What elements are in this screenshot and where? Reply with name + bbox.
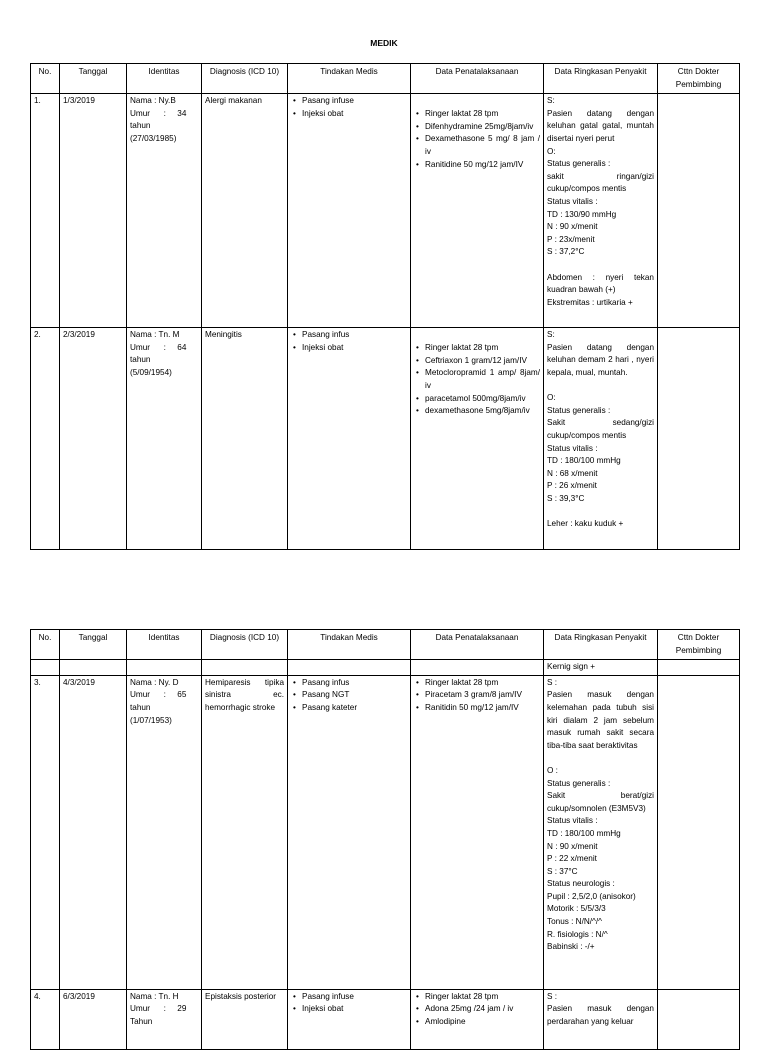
cell-no: 2.: [31, 328, 60, 550]
cell-penatalaksanaan: [411, 94, 544, 328]
table-row: [31, 328, 740, 550]
list-item: • Adona 25mg /24 jam / iv: [414, 1003, 540, 1016]
header-no: No.: [31, 630, 60, 660]
cell-no: 1.: [31, 94, 60, 328]
header-penatalaksanaan: Data Penatalaksanaan: [411, 630, 544, 660]
cell-ringkasan: S: Pasien datang dengan keluhan gatal gatal, muntah disertai nyeri perut O: Status generalis : sakit ringan/gizi cukup/compos mentis Status vitalis : TD : 130/90 mmHg N : 90 x/menit P : 23x/menit S : 37,2°C Abdomen : nyeri tekan kuadran bawah (+) Ekstremitas : urtikaria +: [544, 94, 658, 328]
cell-identitas: Nama : Tn. H Umur : 29 Tahun: [127, 989, 202, 1049]
table-row: [31, 989, 740, 1049]
table-header-row: [31, 64, 740, 94]
cell-diagnosis: Hemiparesis tipika sinistra ec. hemorrhagic stroke: [202, 675, 288, 989]
header-tindakan: Tindakan Medis: [288, 64, 411, 94]
list-item: • Ceftriaxon 1 gram/12 jam/IV: [414, 355, 540, 368]
cell-no: 4.: [31, 989, 60, 1049]
tindakan-list: [291, 991, 407, 1016]
tindakan-list: [291, 677, 407, 715]
cell-ringkasan-continuation: Kernig sign +: [544, 660, 658, 676]
table-row: [31, 675, 740, 989]
list-item: • Dexamethasone 5 mg/ 8 jam / iv: [414, 133, 540, 158]
cell-diagnosis: Meningitis: [202, 328, 288, 550]
list-item: • dexamethasone 5mg/8jam/iv: [414, 405, 540, 418]
penatalaksanaan-list: [414, 342, 540, 418]
cell-tanggal: 4/3/2019: [60, 675, 127, 989]
cell-tanggal: 6/3/2019: [60, 989, 127, 1049]
cell-diagnosis: Alergi makanan: [202, 94, 288, 328]
cell-penatalaksanaan: [411, 328, 544, 550]
header-penatalaksanaan: Data Penatalaksanaan: [411, 64, 544, 94]
list-item: • Pasang infus: [291, 329, 407, 342]
header-catatan: Cttn Dokter Pembimbing: [658, 630, 740, 660]
cell-penatalaksanaan: [411, 675, 544, 989]
continuation-row: [31, 660, 740, 676]
list-item: • Pasang infus: [291, 677, 407, 690]
list-item: • Pasang infuse: [291, 991, 407, 1004]
cell-tindakan: [288, 94, 411, 328]
cell-tindakan: [288, 989, 411, 1049]
list-item: • Pasang NGT: [291, 689, 407, 702]
header-identitas: Identitas: [127, 630, 202, 660]
header-ringkasan: Data Ringkasan Penyakit: [544, 64, 658, 94]
list-item: • Injeksi obat: [291, 108, 407, 121]
header-diagnosis: Diagnosis (ICD 10): [202, 630, 288, 660]
list-item: • Pasang infuse: [291, 95, 407, 108]
cell-penatalaksanaan: [411, 989, 544, 1049]
list-item: • Ringer laktat 28 tpm: [414, 991, 540, 1004]
list-item: • Metocloropramid 1 amp/ 8jam/ iv: [414, 367, 540, 392]
cell-identitas: Nama : Ny.B Umur : 34 tahun (27/03/1985): [127, 94, 202, 328]
list-item: • Ringer laktat 28 tpm: [414, 677, 540, 690]
penatalaksanaan-list: [414, 108, 540, 171]
cell-ringkasan: S: Pasien datang dengan keluhan demam 2 hari , nyeri kepala, mual, muntah. O: Status generalis : Sakit sedang/gizi cukup/compos mentis Status vitalis : TD : 180/100 mmHg N : 68 x/menit P : 26 x/menit S : 39,3°C Leher : kaku kuduk +: [544, 328, 658, 550]
cell-identitas: Nama : Tn. M Umur : 64 tahun (5/09/1954): [127, 328, 202, 550]
header-tanggal: Tanggal: [60, 630, 127, 660]
list-item: • Ringer laktat 28 tpm: [414, 108, 540, 121]
penatalaksanaan-list: [414, 991, 540, 1029]
header-tindakan: Tindakan Medis: [288, 630, 411, 660]
list-item: • Difenhydramine 25mg/8jam/iv: [414, 121, 540, 134]
header-no: No.: [31, 64, 60, 94]
document-title: MEDIK: [370, 38, 398, 48]
cell-no: 3.: [31, 675, 60, 989]
header-tanggal: Tanggal: [60, 64, 127, 94]
header-identitas: Identitas: [127, 64, 202, 94]
list-item: • Piracetam 3 gram/8 jam/IV: [414, 689, 540, 702]
list-item: • Ringer laktat 28 tpm: [414, 342, 540, 355]
tindakan-list: [291, 329, 407, 354]
cell-tindakan: [288, 675, 411, 989]
cell-catatan: [658, 675, 740, 989]
cell-tanggal: 2/3/2019: [60, 328, 127, 550]
list-item: • Pasang kateter: [291, 702, 407, 715]
penatalaksanaan-list: [414, 677, 540, 715]
cell-ringkasan: S : Pasien masuk dengan kelemahan pada tubuh sisi kiri dialam 2 jam sebelum masuk rumah sakit secara tiba-tiba saat beraktivitas O : Status generalis : Sakit berat/gizi cukup/somnolen (E3M5V3) Status vitalis : TD : 180/100 mmHg N : 90 x/menit P : 22 x/menit S : 37°C Status neurologis : Pupil : 2,5/2,0 (anisokor) Motorik : 5/5/3/3 Tonus : N/N/^/^ R. fisiologis : N/^ Babinski : -/+: [544, 675, 658, 989]
cell-catatan: [658, 328, 740, 550]
table-row: [31, 94, 740, 328]
cell-identitas: Nama : Ny. D Umur : 65 tahun (1/07/1953): [127, 675, 202, 989]
list-item: • Injeksi obat: [291, 342, 407, 355]
cell-catatan: [658, 989, 740, 1049]
header-catatan: Cttn Dokter Pembimbing: [658, 64, 740, 94]
medical-record-table-1: [30, 63, 740, 550]
cell-ringkasan: S : Pasien masuk dengan perdarahan yang keluar: [544, 989, 658, 1049]
cell-catatan: [658, 94, 740, 328]
table-header-row: [31, 630, 740, 660]
cell-tanggal: 1/3/2019: [60, 94, 127, 328]
list-item: • Ranitidine 50 mg/12 jam/IV: [414, 159, 540, 172]
tindakan-list: [291, 95, 407, 120]
list-item: • Injeksi obat: [291, 1003, 407, 1016]
cell-tindakan: [288, 328, 411, 550]
header-diagnosis: Diagnosis (ICD 10): [202, 64, 288, 94]
medical-record-table-2: [30, 629, 740, 1050]
cell-diagnosis: Epistaksis posterior: [202, 989, 288, 1049]
header-ringkasan: Data Ringkasan Penyakit: [544, 630, 658, 660]
list-item: • Amlodipine: [414, 1016, 540, 1029]
list-item: • paracetamol 500mg/8jam/iv: [414, 393, 540, 406]
list-item: • Ranitidin 50 mg/12 jam/IV: [414, 702, 540, 715]
